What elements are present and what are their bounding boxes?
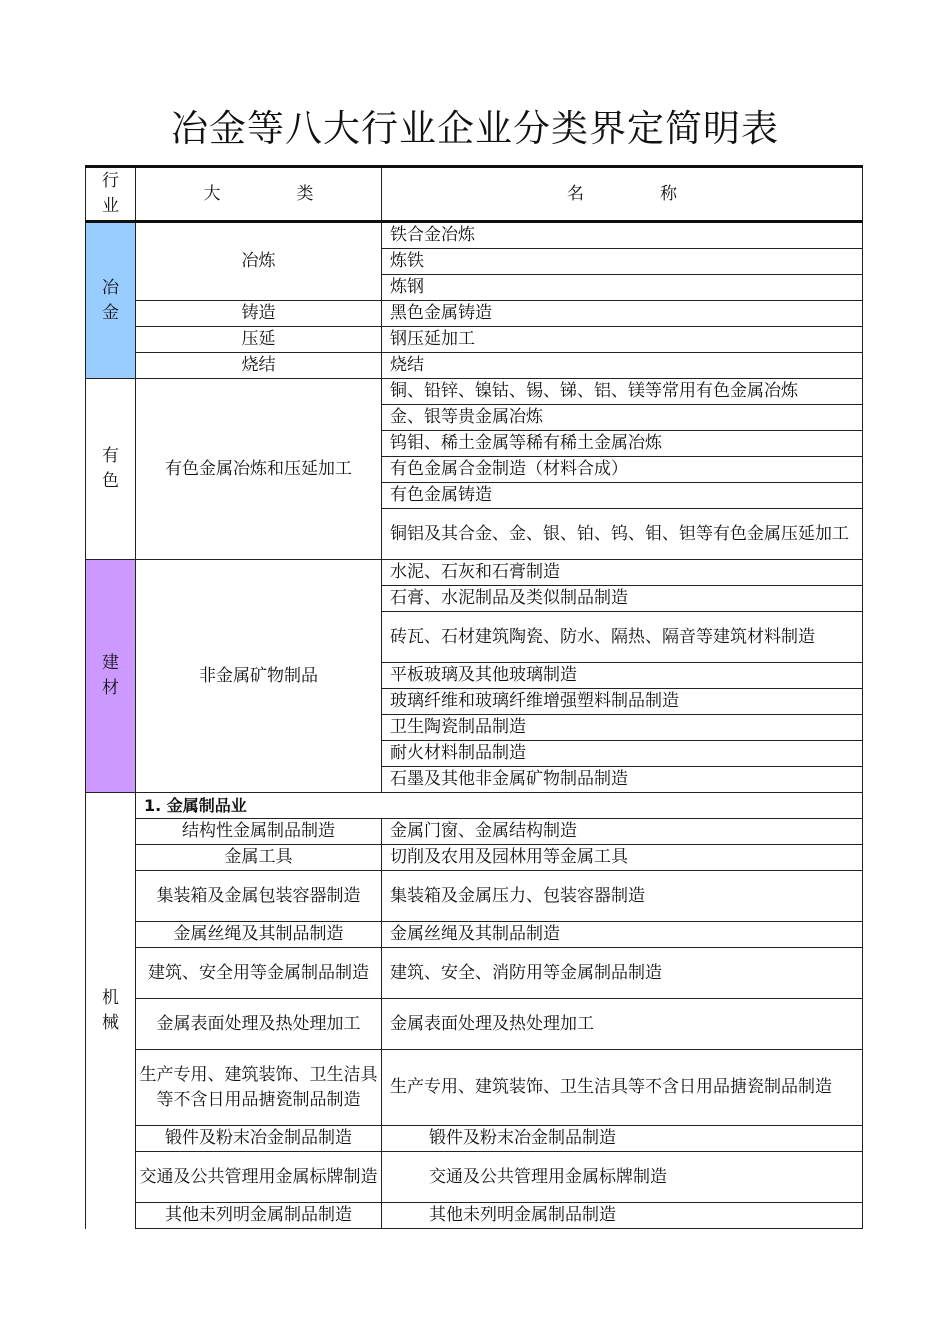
name-cell: 生产专用、建筑装饰、卫生洁具等不含日用品搪瓷制品制造 <box>382 1050 863 1126</box>
category-cell: 生产专用、建筑装饰、卫生洁具等不含日用品搪瓷制品制造 <box>136 1050 382 1126</box>
name-cell: 烧结 <box>382 353 863 379</box>
category-cell: 冶炼 <box>136 222 382 301</box>
header-name: 名 称 <box>382 167 863 222</box>
name-cell: 平板玻璃及其他玻璃制造 <box>382 663 863 689</box>
category-cell: 烧结 <box>136 353 382 379</box>
name-cell: 有色金属合金制造（材料合成） <box>382 457 863 483</box>
name-cell: 卫生陶瓷制品制造 <box>382 715 863 741</box>
name-cell: 砖瓦、石材建筑陶瓷、防水、隔热、隔音等建筑材料制造 <box>382 612 863 663</box>
name-cell: 交通及公共管理用金属标牌制造 <box>382 1152 863 1203</box>
category-cell: 铸造 <box>136 301 382 327</box>
category-cell: 结构性金属制品制造 <box>136 819 382 845</box>
category-cell: 集装箱及金属包装容器制造 <box>136 871 382 922</box>
table-row <box>86 222 863 249</box>
name-cell: 石膏、水泥制品及类似制品制造 <box>382 586 863 612</box>
page-title: 冶金等八大行业企业分类界定简明表 <box>171 107 779 150</box>
table-row <box>86 1203 863 1229</box>
name-cell: 金、银等贵金属冶炼 <box>382 405 863 431</box>
table-row <box>86 948 863 999</box>
category-cell: 非金属矿物制品 <box>136 560 382 793</box>
table-row <box>86 922 863 948</box>
name-cell: 铜铝及其合金、金、银、铂、钨、钼、钽等有色金属压延加工 <box>382 509 863 560</box>
table-row <box>86 1126 863 1152</box>
name-cell: 金属门窗、金属结构制造 <box>382 819 863 845</box>
table-row <box>86 819 863 845</box>
category-cell: 交通及公共管理用金属标牌制造 <box>136 1152 382 1203</box>
name-cell: 玻璃纤维和玻璃纤维增强塑料制品制造 <box>382 689 863 715</box>
table-header-row <box>86 167 863 222</box>
name-cell: 有色金属铸造 <box>382 483 863 509</box>
table-row <box>86 379 863 405</box>
category-cell: 金属丝绳及其制品制造 <box>136 922 382 948</box>
name-cell: 炼铁 <box>382 249 863 275</box>
header-industry: 行 业 <box>86 167 136 222</box>
name-cell: 铜、铅锌、镍钴、锡、锑、铝、镁等常用有色金属冶炼 <box>382 379 863 405</box>
name-cell: 锻件及粉末冶金制品制造 <box>382 1126 863 1152</box>
name-cell: 钢压延加工 <box>382 327 863 353</box>
category-cell: 锻件及粉末冶金制品制造 <box>136 1126 382 1152</box>
section-heading: 1. 金属制品业 <box>136 793 863 819</box>
industry-nonferrous: 有 色 <box>86 379 136 560</box>
category-cell: 有色金属冶炼和压延加工 <box>136 379 382 560</box>
industry-building: 建 材 <box>86 560 136 793</box>
table-row <box>86 327 863 353</box>
table-row <box>86 845 863 871</box>
table-row <box>86 353 863 379</box>
name-cell: 炼钢 <box>382 275 863 301</box>
industry-metallurgy: 冶 金 <box>86 222 136 379</box>
name-cell: 水泥、石灰和石膏制造 <box>382 560 863 586</box>
name-cell: 耐火材料制品制造 <box>382 741 863 767</box>
table-row <box>86 999 863 1050</box>
name-cell: 建筑、安全、消防用等金属制品制造 <box>382 948 863 999</box>
category-cell: 金属表面处理及热处理加工 <box>136 999 382 1050</box>
table-row <box>86 301 863 327</box>
name-cell: 黑色金属铸造 <box>382 301 863 327</box>
classification-table <box>85 165 863 1229</box>
name-cell: 集装箱及金属压力、包装容器制造 <box>382 871 863 922</box>
name-cell: 其他未列明金属制品制造 <box>382 1203 863 1229</box>
category-cell: 压延 <box>136 327 382 353</box>
table-row <box>86 1152 863 1203</box>
header-category: 大 类 <box>136 167 382 222</box>
table-row <box>86 871 863 922</box>
name-cell: 钨钼、稀土金属等稀有稀土金属冶炼 <box>382 431 863 457</box>
industry-machinery: 机 械 <box>86 793 136 1229</box>
table-row <box>86 560 863 586</box>
category-cell: 其他未列明金属制品制造 <box>136 1203 382 1229</box>
category-cell: 金属工具 <box>136 845 382 871</box>
name-cell: 石墨及其他非金属矿物制品制造 <box>382 767 863 793</box>
name-cell: 铁合金冶炼 <box>382 222 863 249</box>
category-cell: 建筑、安全用等金属制品制造 <box>136 948 382 999</box>
name-cell: 金属丝绳及其制品制造 <box>382 922 863 948</box>
table-row <box>86 793 863 819</box>
name-cell: 金属表面处理及热处理加工 <box>382 999 863 1050</box>
table-row <box>86 1050 863 1126</box>
name-cell: 切削及农用及园林用等金属工具 <box>382 845 863 871</box>
